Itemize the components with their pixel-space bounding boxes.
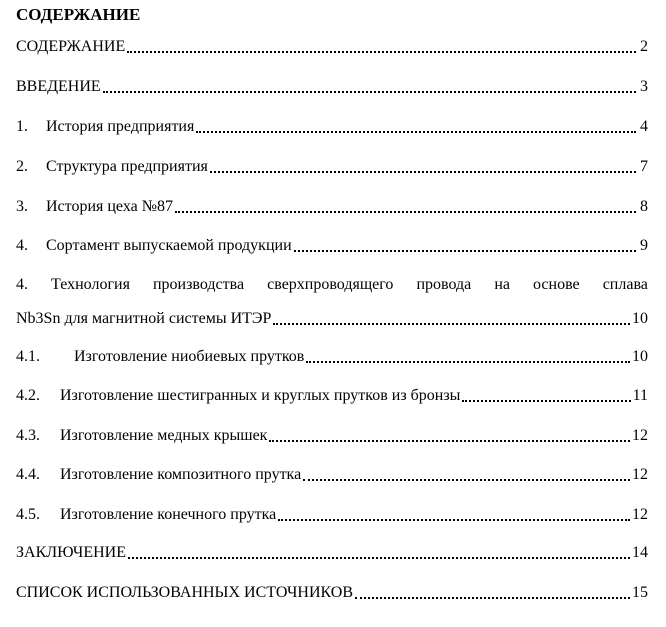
toc-entry-word: сплава [602,276,648,293]
toc-entry-text [16,196,173,218]
dot-leader [278,517,630,521]
toc-entry-number: 4.5. [16,506,40,523]
toc-page-number: 10 [632,310,648,327]
toc-page-number: 14 [632,544,648,561]
toc-page-number: 10 [632,348,648,365]
toc-entry-text [16,116,194,138]
toc-entry-title: Изготовление композитного прутка [60,466,302,483]
toc-entry-title: ВВЕДЕНИЕ [16,78,101,95]
toc-entry-title: СПИСОК ИСПОЛЬЗОВАННЫХ ИСТОЧНИКОВ [16,584,354,601]
toc-entry-title: Изготовление ниобиевых прутков [74,348,305,365]
dot-leader [128,555,630,559]
toc-page-number: 8 [640,198,648,215]
toc-entry-1[interactable] [16,116,648,138]
toc-entry-word: на [494,276,510,293]
toc-entry-4-3[interactable] [16,425,648,447]
toc-entry-title: Nb3Sn для магнитной системы ИТЭР [16,310,272,327]
toc-entry-title: Изготовление медных крышек [60,427,268,444]
toc-entry-4-5[interactable] [16,504,648,526]
dot-leader [273,321,630,325]
dot-leader [210,169,636,173]
toc-entry-number: 4. [16,276,28,293]
toc-page-number: 12 [632,466,648,483]
dot-leader [294,248,636,252]
toc-entry-text [16,464,301,486]
toc-entry-4[interactable] [16,235,648,257]
toc-entry-text [16,504,276,526]
toc-entry-word: производства [152,276,245,293]
toc-entry-4-technology-line1[interactable] [16,274,648,296]
toc-entry-text [16,385,460,407]
toc-entry-title: Структура предприятия [46,158,208,175]
toc-page-number: 9 [640,237,648,254]
toc-page-number: 15 [632,584,648,601]
toc-page-number: 11 [632,387,648,404]
toc-entry-word: Технология [51,276,130,293]
toc-entry-number: 4.3. [16,427,40,444]
toc-entry-number: 1. [16,118,28,135]
toc-entry-4-1[interactable] [16,346,648,368]
toc-entry-2[interactable] [16,156,648,178]
toc-entry-references[interactable] [16,582,648,604]
toc-entry-4-2[interactable] [16,385,648,407]
toc-entry-vvedenie[interactable] [16,76,648,98]
dot-leader [269,438,630,442]
toc-page-number: 7 [640,158,648,175]
toc-entry-zaklyuchenie[interactable] [16,542,648,564]
dot-leader [103,89,636,93]
toc-page-number: 4 [640,118,648,135]
toc-entry-title: Изготовление шестигранных и круглых прутков из бронзы [60,387,461,404]
toc-entry-soderzhanie[interactable] [16,36,648,58]
toc-entry-title: История предприятия [46,118,195,135]
toc-entry-title: Сортамент выпускаемой продукции [46,237,292,254]
dot-leader [355,595,630,599]
dot-leader [175,209,636,213]
dot-leader [196,129,636,133]
toc-entry-text [16,235,292,257]
toc-entry-title: Изготовление конечного прутка [60,506,277,523]
toc-heading: СОДЕРЖАНИЕ [16,5,141,24]
toc-entry-number: 3. [16,198,28,215]
toc-page-number: 12 [632,506,648,523]
dot-leader [127,49,636,53]
toc-entry-number: 2. [16,158,28,175]
toc-entry-text [16,346,304,368]
dot-leader [462,398,630,402]
toc-entry-title: СОДЕРЖАНИЕ [16,38,126,55]
dot-leader [306,359,630,363]
toc-page-number: 2 [640,38,648,55]
toc-page-number: 3 [640,78,648,95]
toc-page-number: 12 [632,427,648,444]
toc-entry-text [16,425,267,447]
toc-entry-4-4[interactable] [16,464,648,486]
toc-entry-title: ЗАКЛЮЧЕНИЕ [16,544,126,561]
toc-entry-3[interactable] [16,196,648,218]
toc-entry-word: сверхпроводящего [267,276,394,293]
toc-entry-word: основе [533,276,580,293]
dot-leader [303,477,630,481]
toc-entry-text [16,156,208,178]
toc-entry-number: 4.1. [16,348,40,365]
toc-entry-number: 4.2. [16,387,40,404]
toc-entry-title: История цеха №87 [46,198,173,215]
toc-entry-4-technology-line2[interactable] [16,308,648,330]
toc-entry-number: 4. [16,237,28,254]
toc-entry-word: провода [416,276,472,293]
toc-entry-number: 4.4. [16,466,40,483]
